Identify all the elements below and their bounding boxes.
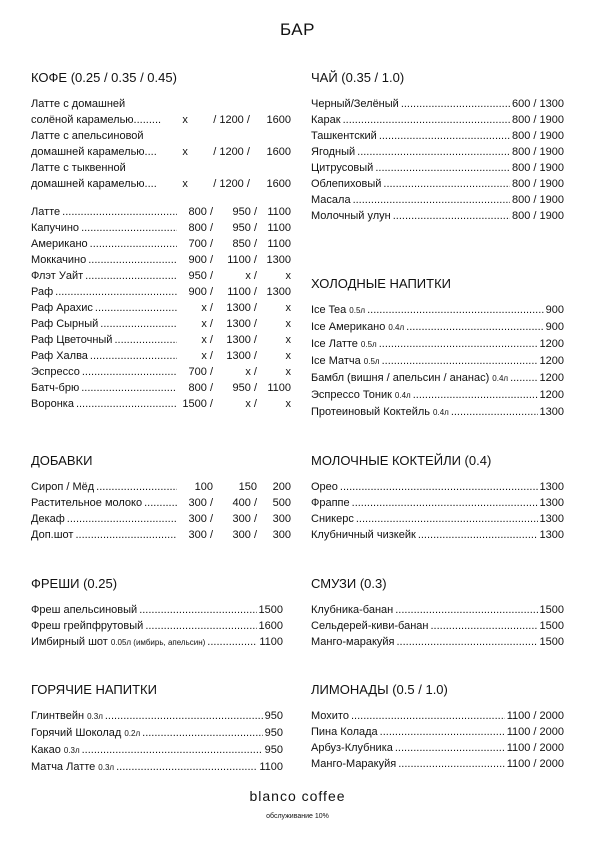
menu-row <box>311 708 564 724</box>
menu-row <box>31 204 291 220</box>
special-item-line1: Латте с домашней <box>31 98 126 110</box>
dot-leader <box>393 208 510 224</box>
item-volume: 0.3л <box>63 746 80 755</box>
item-volume: 0.5л <box>349 306 366 315</box>
item-name: Декаф <box>31 513 65 525</box>
item-price: 800 / 1900 <box>512 130 564 142</box>
fresh-heading: ФРЕШИ (0.25) <box>31 576 118 591</box>
fresh-list <box>31 602 283 651</box>
item-volume: 0.4л <box>388 323 405 332</box>
item-price: 900 <box>545 304 564 316</box>
dot-leader <box>418 527 538 543</box>
item-price: 800 / 1900 <box>512 194 564 206</box>
price-cell: 1100 / <box>227 254 257 266</box>
item-price: 800 / 1900 <box>512 114 564 126</box>
price-cell: / 1200 / <box>213 114 250 126</box>
menu-row <box>31 332 291 348</box>
hot-section <box>31 682 283 776</box>
dot-leader <box>395 602 537 618</box>
price-cell: 400 / <box>232 497 257 509</box>
item-volume: 0.3л <box>87 712 103 721</box>
item-price: 1200 <box>539 355 564 367</box>
item-name: Мохито <box>311 710 349 722</box>
smoothie-list <box>311 602 564 650</box>
price-cell: / 1200 / <box>213 178 250 190</box>
dot-leader <box>357 144 510 160</box>
dot-leader <box>62 204 177 220</box>
price-cell: 1100 <box>267 382 291 394</box>
item-price: 950 <box>264 710 283 722</box>
item-name: Капучино <box>31 222 80 234</box>
dot-leader <box>367 302 544 318</box>
price-cell: 800 / <box>188 206 213 218</box>
price-cell: 1300 / <box>226 350 257 362</box>
item-price: 1300 <box>539 513 564 525</box>
item-name: Латте <box>31 206 61 218</box>
item-name: Горячий Шоколад <box>31 727 122 739</box>
menu-row <box>311 96 564 112</box>
item-price: 800 / 1900 <box>512 178 564 190</box>
menu-row <box>311 370 564 387</box>
lemonade-list <box>311 708 564 772</box>
item-price: 800 / 1900 <box>512 146 564 158</box>
price-cell: 1300 <box>266 286 291 298</box>
item-name: Ягодный <box>311 146 356 158</box>
special-item-line1: Латте с тыквенной <box>31 162 126 174</box>
price-cell: 800 / <box>188 382 213 394</box>
item-volume: 0.2л <box>124 729 141 738</box>
price-cell: 1100 <box>267 206 291 218</box>
dot-leader <box>81 220 177 236</box>
item-price: 1500 <box>539 636 564 648</box>
special-item-line1: Латте с апельсиновой <box>31 130 144 142</box>
price-cell: 1100 / <box>227 286 257 298</box>
item-price: 1100 <box>259 636 283 648</box>
hot-heading: ГОРЯЧИЕ НАПИТКИ <box>31 682 157 697</box>
item-name: Имбирный шот <box>31 636 108 648</box>
price-cell: 200 <box>272 481 291 493</box>
lemonade-heading: ЛИМОНАДЫ (0.5 / 1.0) <box>311 682 448 697</box>
menu-row <box>311 602 564 618</box>
menu-row <box>311 160 564 176</box>
price-cell: x <box>285 398 291 410</box>
menu-row <box>31 634 283 651</box>
menu-row <box>311 144 564 160</box>
item-name: Фреш грейпфрутовый <box>31 620 144 632</box>
price-cell: 1300 / <box>226 334 257 346</box>
item-name: Протеиновый Коктейль <box>311 406 431 418</box>
menu-row <box>311 208 564 224</box>
item-name: Клубника-банан <box>311 604 394 616</box>
item-price: 1200 <box>539 372 564 384</box>
price-cell: 950 / <box>232 222 257 234</box>
menu-row <box>31 725 283 742</box>
price-cell: / 1200 / <box>213 146 250 158</box>
item-name: Эспрессо Тоник <box>311 389 392 401</box>
dot-leader <box>67 511 177 527</box>
item-price: 1200 <box>539 389 564 401</box>
item-name: Какао <box>31 744 61 756</box>
item-name: Раф Халва <box>31 350 88 362</box>
item-price: 950 <box>264 744 283 756</box>
price-cell: 950 / <box>188 270 213 282</box>
menu-row <box>31 348 291 364</box>
item-name: Ice Латте <box>311 338 358 350</box>
menu-row <box>31 220 291 236</box>
menu-row <box>311 511 564 527</box>
tea-section <box>311 70 564 224</box>
item-price: 1300 <box>539 497 564 509</box>
item-name: Ice Матча <box>311 355 361 367</box>
dot-leader <box>383 176 510 192</box>
item-name: Моккачино <box>31 254 87 266</box>
item-price: 1100 / 2000 <box>506 710 564 722</box>
item-price: 800 / 1900 <box>512 162 564 174</box>
tea-list <box>311 96 564 224</box>
menu-row <box>311 479 564 495</box>
item-name: Воронка <box>31 398 74 410</box>
dot-leader <box>510 370 537 386</box>
shakes-section <box>311 453 564 543</box>
item-price: 800 / 1900 <box>512 210 564 222</box>
price-cell: 300 <box>272 513 291 525</box>
price-cell: 950 / <box>232 206 257 218</box>
special-item-line2 <box>31 144 291 160</box>
item-price: 1500 <box>539 604 564 616</box>
dot-leader <box>351 708 505 724</box>
dot-leader <box>114 332 177 348</box>
menu-row <box>311 176 564 192</box>
menu-row <box>311 527 564 543</box>
price-cell: x / <box>201 318 213 330</box>
item-price: 1100 / 2000 <box>506 726 564 738</box>
cold-heading: ХОЛОДНЫЕ НАПИТКИ <box>311 276 452 291</box>
price-cell: 150 <box>238 481 257 493</box>
item-name: Ice Tea <box>311 304 347 316</box>
dot-leader <box>451 404 538 420</box>
additions-section <box>31 453 291 543</box>
coffee-section <box>31 70 291 412</box>
item-volume: 0.5л <box>360 340 377 349</box>
item-name: Арбуз-Клубника <box>311 742 393 754</box>
item-name: Клубничный чизкейк <box>311 529 416 541</box>
price-cell: x / <box>245 366 257 378</box>
item-price: 600 / 1300 <box>512 98 564 110</box>
dot-leader <box>90 348 177 364</box>
lemonade-section <box>311 682 564 772</box>
menu-row <box>31 759 283 776</box>
dot-leader <box>95 300 177 316</box>
special-item-line2 <box>31 176 291 192</box>
price-cell: x / <box>245 398 257 410</box>
hot-list <box>31 708 283 776</box>
coffee-special-list <box>31 96 291 192</box>
price-cell: 1500 / <box>182 398 213 410</box>
dot-leader <box>142 725 263 741</box>
item-price: 1100 / 2000 <box>506 742 564 754</box>
menu-row <box>31 268 291 284</box>
menu-row <box>31 284 291 300</box>
menu-row <box>311 302 564 319</box>
price-cell: x <box>182 178 188 190</box>
price-cell: 1300 <box>266 254 291 266</box>
dot-leader <box>352 495 538 511</box>
shakes-heading: МОЛОЧНЫЕ КОКТЕЙЛИ (0.4) <box>311 453 492 468</box>
item-name: Черный/Зелёный <box>311 98 399 110</box>
menu-row <box>311 192 564 208</box>
additions-list <box>31 479 291 543</box>
menu-row <box>311 336 564 353</box>
item-volume: 0.4л <box>433 408 449 417</box>
item-volume: 0.5л <box>363 357 380 366</box>
dot-leader <box>379 336 538 352</box>
dot-leader <box>398 756 504 772</box>
menu-row <box>31 380 291 396</box>
dot-leader <box>396 634 537 650</box>
dot-leader <box>406 319 543 335</box>
item-volume: 0.4л <box>492 374 509 383</box>
menu-row <box>31 364 291 380</box>
menu-row <box>31 396 291 412</box>
menu-row <box>311 618 564 634</box>
price-cell: x <box>182 114 188 126</box>
price-cell: x <box>285 350 291 362</box>
price-cell: 1300 / <box>226 318 257 330</box>
item-price: 1500 <box>258 604 283 616</box>
item-name: Ташкентский <box>311 130 377 142</box>
item-name: Американо <box>31 238 88 250</box>
service-charge-note: обслуживание 10% <box>266 813 329 820</box>
price-cell: 950 / <box>232 382 257 394</box>
item-name: Фреш апельсиновый <box>31 604 138 616</box>
dot-leader <box>343 112 510 128</box>
price-cell: 1600 <box>266 114 292 126</box>
item-name: Раф Цветочный <box>31 334 113 346</box>
dot-leader <box>76 396 177 412</box>
item-name: Орео <box>311 481 338 493</box>
dot-leader <box>380 724 505 740</box>
dot-leader <box>116 759 257 775</box>
price-cell: x <box>285 318 291 330</box>
price-cell: 300 / <box>188 529 213 541</box>
item-name: Молочный улун <box>311 210 391 222</box>
price-cell: x / <box>245 270 257 282</box>
item-name: Раф Сырный <box>31 318 99 330</box>
item-price: 1200 <box>539 338 564 350</box>
item-price: 1300 <box>539 406 564 418</box>
menu-row <box>311 495 564 511</box>
dot-leader <box>96 479 177 495</box>
price-cell: 850 / <box>232 238 257 250</box>
menu-row <box>31 742 283 759</box>
dot-leader <box>81 380 177 396</box>
menu-row <box>31 479 291 495</box>
price-cell: 1300 / <box>226 302 257 314</box>
brand-logo-text: blanco coffee <box>249 788 346 804</box>
item-name: Цитрусовый <box>311 162 374 174</box>
item-name: Сироп / Мёд <box>31 481 95 493</box>
item-name: Доп.шот <box>31 529 74 541</box>
price-cell: 300 / <box>188 497 213 509</box>
price-cell: 900 / <box>188 254 213 266</box>
item-name: Матча Латте <box>31 761 96 773</box>
price-cell: x / <box>201 350 213 362</box>
price-cell: 300 / <box>232 513 257 525</box>
price-cell: x <box>182 146 188 158</box>
item-volume: 0.05л (имбирь, апельсин) <box>110 638 206 647</box>
price-cell: 1100 <box>267 222 291 234</box>
page-title: БАР <box>280 20 315 39</box>
menu-row <box>31 511 291 527</box>
price-cell: 500 <box>272 497 291 509</box>
dot-leader <box>353 192 510 208</box>
price-cell: 900 / <box>188 286 213 298</box>
dot-leader <box>401 96 510 112</box>
menu-row <box>31 708 283 725</box>
price-cell: 100 <box>194 481 213 493</box>
dot-leader <box>430 618 537 634</box>
item-name: Раф Арахис <box>31 302 93 314</box>
price-cell: x <box>285 366 291 378</box>
price-cell: x / <box>201 334 213 346</box>
item-name: домашней карамелью.... <box>31 146 157 158</box>
dot-leader <box>375 160 510 176</box>
dot-leader <box>88 252 177 268</box>
special-item-line2 <box>31 112 291 128</box>
item-price: 900 <box>545 321 564 333</box>
tea-heading: ЧАЙ (0.35 / 1.0) <box>311 70 405 85</box>
dot-leader <box>100 316 177 332</box>
menu-row <box>31 300 291 316</box>
menu-row <box>311 404 564 421</box>
menu-row <box>31 602 283 618</box>
coffee-list <box>31 204 291 412</box>
dot-leader <box>144 495 177 511</box>
dot-leader <box>105 708 263 724</box>
price-cell: x <box>285 302 291 314</box>
menu-row <box>311 634 564 650</box>
dot-leader <box>139 602 256 618</box>
item-name: Манго-маракуйя <box>311 636 395 648</box>
menu-row <box>311 112 564 128</box>
dot-leader <box>207 634 257 650</box>
price-cell: 1600 <box>266 178 292 190</box>
item-price: 1500 <box>539 620 564 632</box>
dot-leader <box>90 236 177 252</box>
menu-row <box>311 756 564 772</box>
shakes-list <box>311 479 564 543</box>
dot-leader <box>340 479 538 495</box>
item-price: 1100 <box>259 761 283 773</box>
item-price: 1100 / 2000 <box>506 758 564 770</box>
dot-leader <box>145 618 256 634</box>
item-name: Манго-Маракуйя <box>311 758 397 770</box>
dot-leader <box>85 268 177 284</box>
item-name: Батч-брю <box>31 382 80 394</box>
price-cell: 1100 <box>267 238 291 250</box>
dot-leader <box>379 128 510 144</box>
dot-leader <box>82 364 177 380</box>
menu-row <box>31 236 291 252</box>
menu-row <box>31 252 291 268</box>
cold-section <box>311 276 564 421</box>
menu-row <box>311 387 564 404</box>
item-price: 1600 <box>258 620 283 632</box>
menu-row <box>31 316 291 332</box>
item-name: Карак <box>311 114 341 126</box>
item-name: Пина Колада <box>311 726 378 738</box>
item-volume: 0.3л <box>98 763 115 772</box>
item-name: Ice Американо <box>311 321 386 333</box>
item-name: Глинтвейн <box>31 710 85 722</box>
item-name: Облепиховый <box>311 178 382 190</box>
cold-list <box>311 302 564 421</box>
price-cell: x <box>285 270 291 282</box>
item-name: Растительное молоко <box>31 497 143 509</box>
menu-row <box>31 495 291 511</box>
item-price: 950 <box>264 727 283 739</box>
item-name: Раф <box>31 286 54 298</box>
item-name: Флэт Уайт <box>31 270 84 282</box>
item-name: домашней карамелью.... <box>31 178 157 190</box>
price-cell: 300 <box>272 529 291 541</box>
price-cell: x <box>285 334 291 346</box>
fresh-section <box>31 576 283 651</box>
price-cell: 800 / <box>188 222 213 234</box>
item-name: Сникерс <box>311 513 354 525</box>
price-cell: 300 / <box>188 513 213 525</box>
item-name: Эспрессо <box>31 366 80 378</box>
item-name: Сельдерей-киви-банан <box>311 620 429 632</box>
item-volume: 0.4л <box>394 391 411 400</box>
item-price: 1300 <box>539 481 564 493</box>
coffee-heading: КОФЕ (0.25 / 0.35 / 0.45) <box>31 70 177 85</box>
price-cell: x / <box>201 302 213 314</box>
dot-leader <box>413 387 538 403</box>
item-price: 1300 <box>539 529 564 541</box>
price-cell: 700 / <box>188 366 213 378</box>
dot-leader <box>75 527 177 543</box>
dot-leader <box>55 284 177 300</box>
menu-row <box>311 353 564 370</box>
menu-row <box>31 618 283 634</box>
menu-row <box>311 724 564 740</box>
dot-leader <box>395 740 505 756</box>
menu-row <box>31 527 291 543</box>
price-cell: 300 / <box>232 529 257 541</box>
dot-leader <box>82 742 263 758</box>
dot-leader <box>356 511 538 527</box>
menu-row <box>311 740 564 756</box>
item-name: Бамбл (вишня / апельсин / ананас) <box>311 372 490 384</box>
smoothie-section <box>311 576 564 650</box>
smoothie-heading: СМУЗИ (0.3) <box>311 576 387 591</box>
dot-leader <box>382 353 538 369</box>
menu-row <box>311 319 564 336</box>
price-cell: 700 / <box>188 238 213 250</box>
item-name: Фраппе <box>311 497 350 509</box>
price-cell: 1600 <box>266 146 292 158</box>
menu-row <box>311 128 564 144</box>
item-name: Масала <box>311 194 351 206</box>
additions-heading: ДОБАВКИ <box>31 453 93 468</box>
item-name: солёной карамелью......... <box>31 114 162 126</box>
